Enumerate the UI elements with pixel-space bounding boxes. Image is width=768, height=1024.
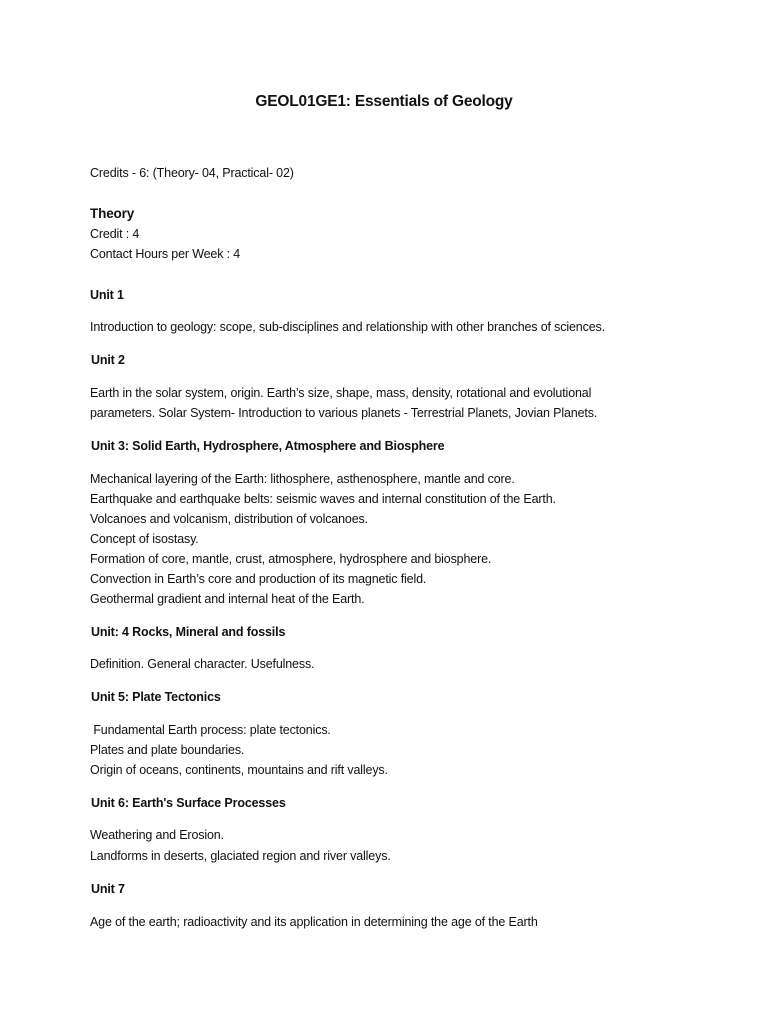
unit-line: Concept of isostasy. [90,532,199,546]
unit-heading: Unit 3: Solid Earth, Hydrosphere, Atmosphere and Biosphere [91,439,445,453]
unit-line: Volcanoes and volcanism, distribution of volcanoes. [90,512,368,526]
unit-line: Geothermal gradient and internal heat of the Earth. [90,592,365,606]
unit-line: Weathering and Erosion. [90,828,224,842]
theory-heading: Theory [90,206,135,221]
unit-line: parameters. Solar System- Introduction to various planets - Terrestrial Planets, Jovian Planets. [90,406,598,420]
unit-line: Earthquake and earthquake belts: seismic waves and internal constitution of the Earth. [90,492,556,506]
theory-contact-hours: Contact Hours per Week : 4 [90,247,241,261]
unit-line: Plates and plate boundaries. [90,743,245,757]
theory-credit: Credit : 4 [90,227,140,241]
unit-heading: Unit 1 [90,288,124,302]
unit-line: Mechanical layering of the Earth: lithosphere, asthenosphere, mantle and core. [90,472,515,486]
unit-heading: Unit 2 [91,353,125,367]
unit-line: Introduction to geology: scope, sub-disciplines and relationship with other branches of sciences. [90,320,605,334]
page-title: GEOL01GE1: Essentials of Geology [255,93,513,110]
unit-line: Convection in Earth’s core and production of its magnetic field. [90,572,427,586]
unit-line: Origin of oceans, continents, mountains and rift valleys. [90,763,388,777]
unit-heading: Unit 5: Plate Tectonics [91,690,221,704]
unit-heading: Unit 7 [91,882,125,896]
credits-line: Credits - 6: (Theory- 04, Practical- 02) [90,166,294,180]
unit-line: Fundamental Earth process: plate tectonics. [90,723,331,737]
unit-heading: Unit: 4 Rocks, Mineral and fossils [91,625,286,639]
unit-line: Earth in the solar system, origin. Earth’s size, shape, mass, density, rotational and evolutional [90,386,592,400]
unit-heading: Unit 6: Earth's Surface Processes [91,796,286,810]
unit-line: Formation of core, mantle, crust, atmosphere, hydrosphere and biosphere. [90,552,492,566]
unit-line: Definition. General character. Usefulness. [90,657,315,671]
unit-line: Age of the earth; radioactivity and its application in determining the age of the Earth [90,915,538,929]
unit-line: Landforms in deserts, glaciated region and river valleys. [90,849,391,863]
